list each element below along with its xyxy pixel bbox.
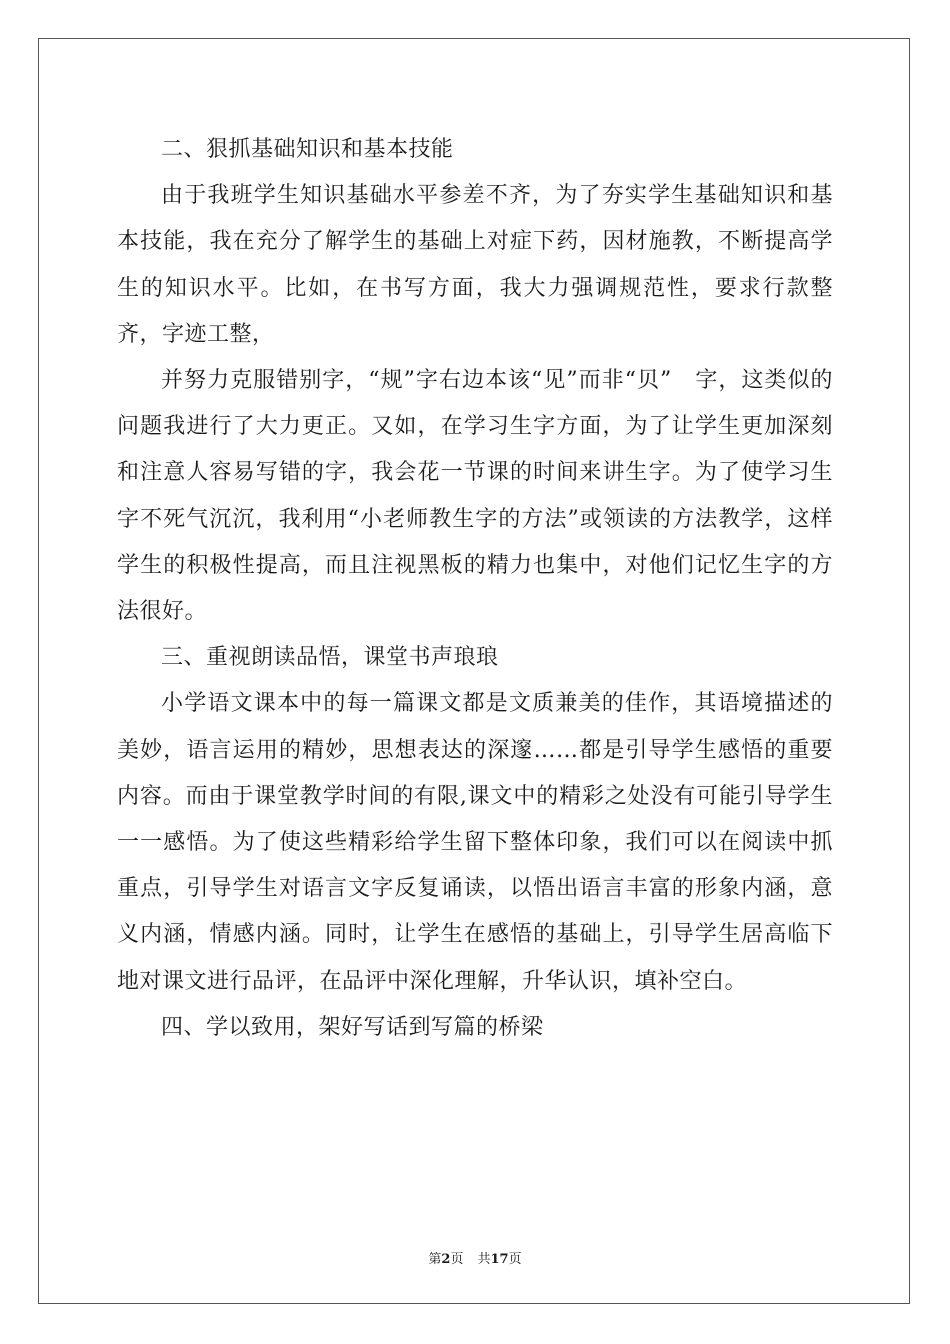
- section-heading-2: 二、狠抓基础知识和基本技能: [161, 137, 454, 162]
- total-prefix: 共: [477, 1252, 491, 1267]
- paragraph: 小学语文课本中的每一篇课文都是文质兼美的佳作，其语境描述的美妙，语言运用的精妙，思想表达的深邃……都是引导学生感悟的重要内容。而由于课堂教学时间的有限,课文中的精彩之处没有可能引导学生一一感悟。为了使这些精彩给学生留下整体印象，我们可以在阅读中抓重点，引导学生对语言文字反复诵读，以悟出语言丰富的形象内涵，意义内涵，情感内涵。同时，让学生在感悟的基础上，引导学生居高临下地对课文进行品评，在品评中深化理解，升华认识，填补空白。: [117, 691, 833, 994]
- paragraph: 并努力克服错别字，“规”字右边本该“见”而非“贝” 字，这类似的问题我进行了大力更正。又如，在学习生字方面，为了让学生更加深刻和注意人容易写错的字，我会花一节课的时间来讲生字。为了使学习生字不死气沉沉，我利用“小老师教生字的方法”或领读的方法教学，这样学生的积极性提高，而且注视黑板的精力也集中，对他们记忆生字的方法很好。: [117, 368, 833, 625]
- paragraph: 由于我班学生知识基础水平参差不齐，为了夯实学生基础知识和基本技能，我在充分了解学生的基础上对症下药，因材施教，不断提高学生的知识水平。比如，在书写方面，我大力强调规范性，要求行款整齐，字迹工整，: [117, 183, 833, 347]
- page-suffix: 页: [450, 1252, 464, 1267]
- page-number: 2: [441, 1252, 451, 1267]
- total-pages: 17: [490, 1252, 509, 1267]
- section-heading-3: 三、重视朗读品悟，课堂书声琅琅: [161, 645, 499, 671]
- section-heading-4: 四、学以致用，架好写话到写篇的桥梁: [161, 1014, 544, 1040]
- page-footer: [0, 1248, 950, 1267]
- page-prefix: 第: [428, 1252, 442, 1267]
- total-suffix: 页: [508, 1252, 522, 1267]
- document-body: [117, 127, 833, 1051]
